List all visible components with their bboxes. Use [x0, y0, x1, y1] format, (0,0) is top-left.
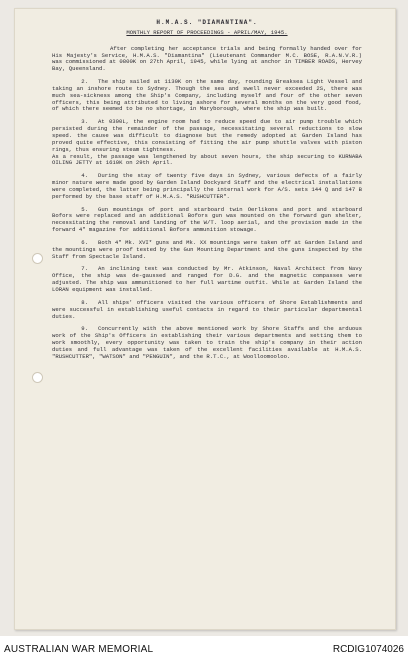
archive-footer: [0, 640, 408, 666]
paragraph-text: Gun mountings of port and starboard twin Oerlikons and port and starboard Bofors were replaced and an additional Bofors gun was mounted on the forward gun shelter, necessitating the removal and landing of the W/T. loop aerial, and the provision made in the forward 4" magazine for additional Bofors ammunition stowage.: [52, 205, 362, 234]
paragraph-number: 6.: [81, 238, 88, 246]
paragraph-number: 4.: [81, 172, 88, 180]
paragraph-number: 3.: [81, 118, 88, 126]
document-subtitle: MONTHLY REPORT OF PROCEEDINGS - APRIL/MAY, 1945.: [126, 28, 288, 36]
paragraph-6: [52, 240, 362, 261]
paragraph-text: Concurrently with the above mentioned work by Shore Staffs and the arduous work of the Ship's Officers in establishing their various departments and setting them to work smoothly, every opportunity was taken to train the ship's company in their action duties and full advantage was taken of the excellent facilities available at H.M.A.S. "RUSHCUTTER", "WATSON" and "PENGUIN", and the R.T.C., at Woolloomooloo.: [52, 325, 362, 360]
paragraph-number: 5.: [81, 205, 88, 213]
paragraph-text: After completing her acceptance trials and being formally handed over for His Majesty's Service, H.M.A.S. "Diamantina" (Lieutenant Commander M.C. BOSE, R.A.N.V.R.) was commissioned at 0800K on 27th April, 1945, while lying at anchor in TIMBER ROADS, Hervey Bay, Queensland.: [52, 44, 362, 73]
paragraph-number: 2.: [81, 78, 88, 86]
paragraph-1: [52, 46, 362, 73]
paragraph-text: During the stay of twenty five days in Sydney, various defects of a fairly minor nature were made good by Garden Island Dockyard Staff and the electrical installations were completed, the latter being principally the internal work for A/S. sets 144 Q and 147 B performed by the base staff of H.M.A.S. "RUSHCUTTER".: [52, 172, 362, 200]
paragraph-number: 7.: [81, 265, 88, 273]
paragraph-number: 8.: [81, 298, 88, 306]
punch-hole-upper: [32, 253, 43, 264]
paragraph-2: [52, 79, 362, 113]
paragraph-number: 9.: [81, 325, 88, 333]
punch-hole-lower: [32, 372, 43, 383]
archive-name: AUSTRALIAN WAR MEMORIAL: [4, 644, 154, 655]
paragraph-text: The ship sailed at 1130K on the same day, rounding Breaksea Light Vessel and taking an inshore route to Sydney. Though the sea and swell never exceeded 2S, there was much sea-sickness among the Ship's Company, including myself and four of the other seven officers, this being attributed to living ashore for several months on the very good food, of which there seemed to be no shortage, in Maryborough, where the ship was built.: [52, 78, 362, 113]
paragraph-9: [52, 326, 362, 360]
paragraph-5: [52, 207, 362, 234]
document-body: [52, 20, 362, 367]
record-id: RCDIG1074026: [332, 644, 404, 655]
paragraph-8: [52, 300, 362, 321]
paragraph-text: At 0300L, the engine room had to reduce speed due to air pump trouble which persisted during the remainder of the passage, necessitating several reductions to slow speed. the cause was difficult to diagnose but the remedy adopted at Garden Island has proved quite effective, this consisting of fitting the air pump shuttle valves with piston rings, thus ensuring steam tightness. As a result, the passage was lengthened by about seven hours, the ship securing to KURNABA OILING JETTY at 1610K on 29th April.: [52, 118, 362, 167]
paragraph-text: An inclining test was conducted by Mr. Atkinson, Naval Architect from Navy Office, the ship was de-gaussed and ranged for D.G. and the magnetic compasses were adjusted. The ship was ammunitioned to her full wartime outfit. While at Garden Island the LORAN equipment was installed.: [52, 265, 362, 293]
paragraph-text: All ships' officers visited the various officers of Shore Establishments and were successful in establishing useful contacts in regard to their particular departmental duties.: [52, 298, 362, 320]
paragraph-7: [52, 266, 362, 293]
paragraph-4: [52, 173, 362, 200]
document-title: H.M.A.S. "DIAMANTINA".: [156, 19, 258, 26]
paragraph-3: [52, 119, 362, 167]
paragraph-text: Both 4" Mk. XVI* guns and Mk. XX mountings were taken off at Garden Island and the mountings were proof tested by the Gun Mounting Department and the guns inspected by the Staff from Spectacle Island.: [52, 238, 362, 260]
